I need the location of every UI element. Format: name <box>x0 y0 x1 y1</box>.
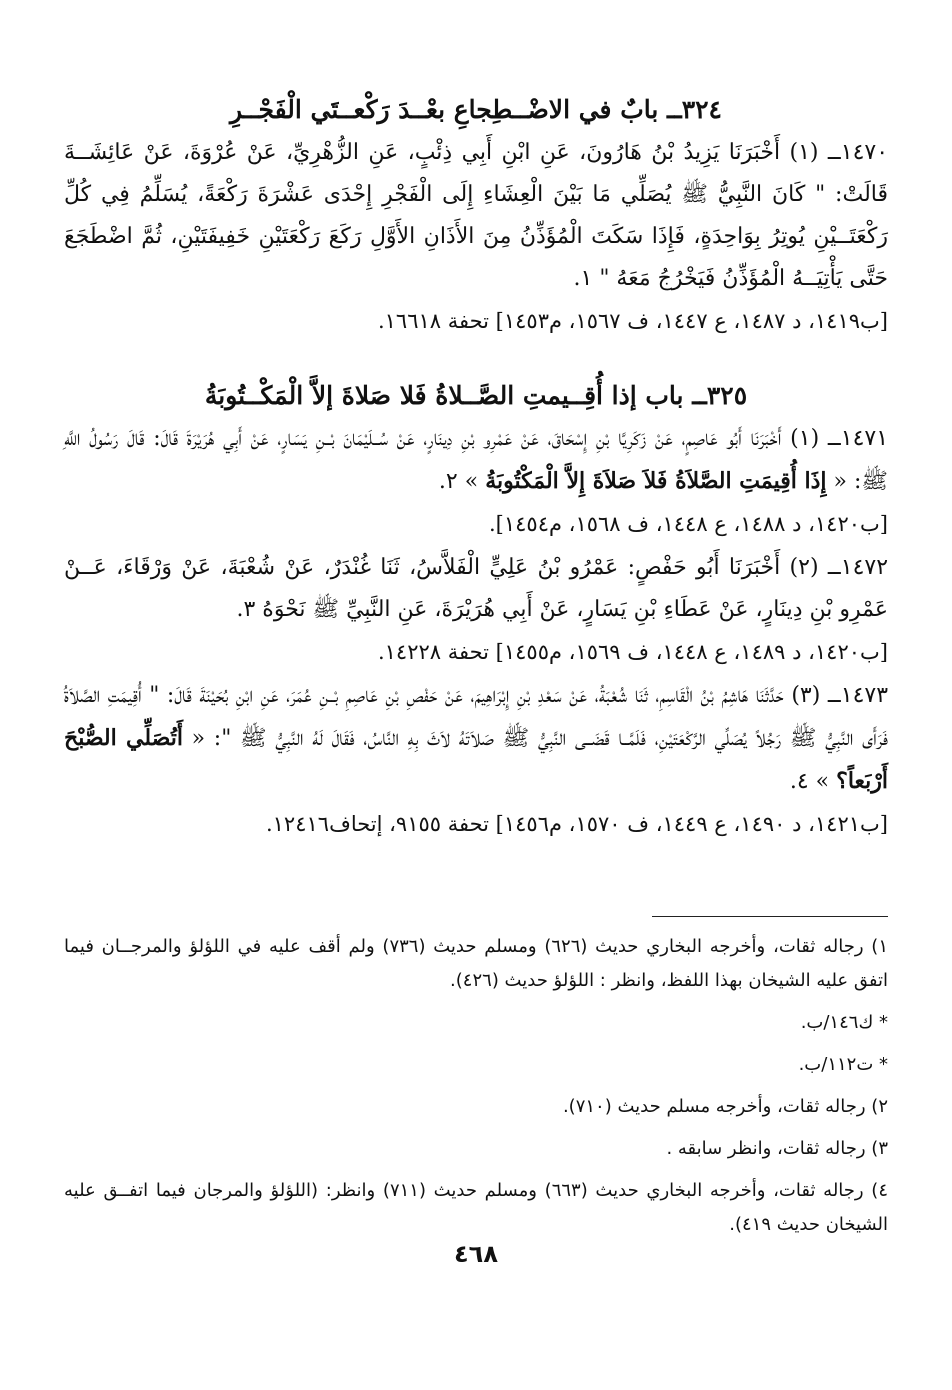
footnote: ٤) رجاله ثقات، وأخرجه البخاري حديث (٦٦٣) ومسلم حديث (٧١١) وانظر: (اللؤلؤ والمرجان فيما اتفــق عليه الشيخان حديث ٤١٩). <box>64 1180 888 1235</box>
hadith-number: ١٤٧٢ــ (٢) <box>789 555 889 580</box>
footnote: ١) رجاله ثقات، وأخرجه البخاري حديث (٦٢٦) ومسلم حديث (٧٣٦) ولم أقف عليه في اللؤلؤ والمرجــان فيما اتفق عليه الشيخان بهذا اللفظ، وانظر : اللؤلؤ حديث (٤٢٦). <box>64 936 888 991</box>
footnotes <box>64 930 888 1250</box>
hadith-references: [ب١٤٢٠، د ١٤٨٩، ع ١٤٤٨، ف ١٥٦٩، م١٤٥٥] تحفة ١٤٢٢٨. <box>377 640 888 664</box>
footnote: * ك١٤٦/ب. <box>800 1012 888 1033</box>
hadith-body: أَخْبَرَنَا أَبُو حَفْصٍ: عَمْرُو بْنُ عَلِيٍّ الْفَلاَّسُ، ثَنَا غُنْدَرٌ، عَنْ شُعْبَةَ، عَنْ وَرْقَاءَ، عَــنْ عَمْرِو بْنِ دِينَارٍ، عَنْ عَطَاءِ بْنِ يَسَارٍ، عَنْ أَبِي هُرَيْرَةَ، عَنِ النَّبِيِّ ﷺ نَحْوَهُ ٣. <box>64 555 888 622</box>
hadith-body: أَخْبَرَنَا يَزِيدُ بْنُ هَارُونَ، عَنِ ابْنِ أَبِي ذِئْبٍ، عَنِ الزُّهْرِيِّ، عَنْ عُرْوَةَ، عَنْ عَائِشَــةَ قَالَتْ: " كَانَ النَّبِيُّ ﷺ يُصَلِّي مَا بَيْنَ الْعِشَاءِ إِلَى الْفَجْرِ إِحْدَى عَشْرَةَ رَكْعَةً، يُسَلِّمُ فِي كُلِّ رَكْعَتَــيْنِ يُوتِرُ بِوَاحِدَةٍ، فَإِذَا سَكَتَ الْمُؤَذِّنُ مِنَ الأَذَانِ الأَوَّلِ رَكَعَ رَكْعَتَيْنِ خَفِيفَتَيْنِ، ثُمَّ اضْطَجَعَ حَتَّى يَأْتِيَــهُ الْمُؤَذِّنُ فَيَخْرُجُ مَعَهُ " ١. <box>64 140 888 291</box>
footnote: ٢) رجاله ثقات، وأخرجه مسلم حديث (٧١٠). <box>562 1096 888 1117</box>
footnote-divider <box>652 916 888 917</box>
hadith-references: [ب١٤٢٠، د ١٤٨٨، ع ١٤٤٨، ف ١٥٦٨، م١٤٥٤]. <box>489 512 888 536</box>
hadith-number: ١٤٧٣ــ (٣) <box>791 683 889 708</box>
hadith-emphasis: إِذَا أُقِيمَتِ الصَّلاَةُ فَلاَ صَلاَةَ إِلاَّ الْمَكْتُوبَةُ <box>485 468 827 494</box>
hadith-references: [ب١٤٢١، د ١٤٩٠، ع ١٤٤٩، ف ١٥٧٠، م١٤٥٦] تحفة ٩١٥٥، إتحاف١٢٤١٦. <box>265 812 888 836</box>
hadith-number: ١٤٧١ــ (١) <box>790 426 889 451</box>
hadith-tail: » ٢. <box>438 469 479 494</box>
hadith-emphasis: أَتُصَلِّي الصُّبْحَ أَرْبَعاً؟ <box>64 725 888 794</box>
hadith-text <box>64 675 888 803</box>
hadith-references: [ب١٤١٩، د ١٤٨٧، ع ١٤٤٧، ف ١٥٦٧، م١٤٥٣] تحفة ١٦٦١٨. <box>377 309 888 333</box>
hadith-tail: » ٤. <box>789 769 830 794</box>
hadith-text <box>64 418 888 503</box>
chapter-title: ٣٢٥ــ باب إذا أُقِــيمتِ الصَّــلاةُ فَلا صَلاةَ إلاَّ الْمَكْــتُوبَةُ <box>204 381 748 410</box>
footnote: * ت١١٢/ب. <box>798 1054 888 1075</box>
chapter-title: ٣٢٤ــ بابٌ في الاضْــطِجاعِ بعْــدَ رَكْعــتَي الْفَجْــرِ <box>230 95 722 124</box>
hadith-body: أَخْبَرَنَا أَبُو عَاصِمٍ، عَنْ زَكَرِيَّا بْنِ إِسْحَاقَ، عَنْ عَمْرِو بْنِ دِينَارٍ، عَنْ سُــلَيْمَانَ بْــنِ يَسَارٍ، عَنْ أَبِي هُرَيْرَةَ قَالَ: قَالَ رَسُولُ اللَّهِ ﷺ: « <box>64 426 888 494</box>
footnote: ٣) رجاله ثقات، وانظر سابقه . <box>666 1138 888 1159</box>
hadith-number: ١٤٧٠ــ (١) <box>789 140 889 165</box>
hadith-text <box>64 547 888 631</box>
page-number: ٤٦٨ <box>454 1240 498 1268</box>
hadith-text <box>64 132 888 300</box>
hadith-body: حَدَّثَنَا هَاشِمُ بْنُ الْقَاسِمِ، ثَنَا شُعْبَةُ، عَنْ سَعْدِ بْنِ إِبْرَاهِيمَ، عَنْ حَفْصِ بْنِ عَاصِمِ بْــنِ عُمَرَ، عَنِ ابْنِ بُحَيْنَةَ قَالَ: " أُقِيمَتِ الصَّلاَةُ فَرَأَى النَّبِيُّ ﷺ رَجُلاً يُصَلِّي الرَّكْعَتَيْنِ، فَلَمَّــا قَضَــى النَّبِيُّ ﷺ صَلاَتَهُ لاَثَ بِهِ النَّاسُ، فَقَالَ لَهُ النَّبِيُّ ﷺ ": « <box>64 683 888 751</box>
